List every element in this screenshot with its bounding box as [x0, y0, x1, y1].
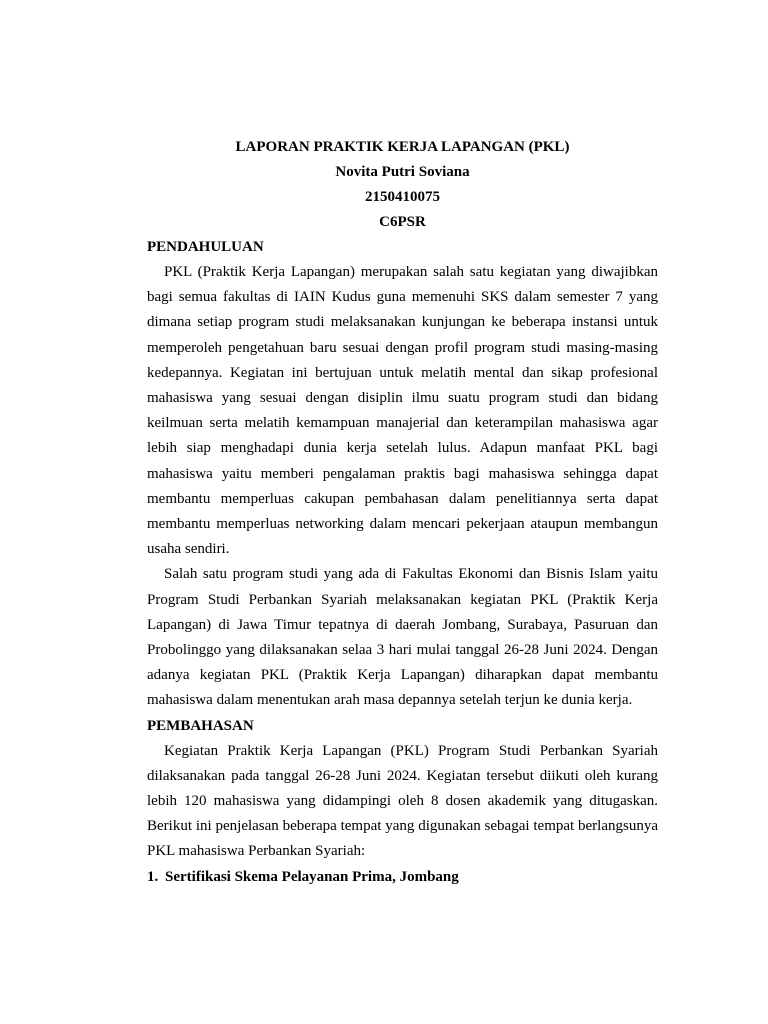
student-id: 2150410075 — [365, 189, 440, 205]
introduction-paragraph-1: PKL (Praktik Kerja Lapangan) merupakan salah satu kegiatan yang diwajibkan bagi semua fakultas di IAIN Kudus guna memenuhi SKS dalam semester 7 yang dimana setiap program studi melaksanakan kunjungan ke beberapa instansi untuk memperoleh pengetahuan baru sesuai dengan profil program studi masing-masing kedepannya. Kegiatan ini bertujuan untuk melatih mental dan sikap profesional mahasiswa yang sesuai dengan disiplin ilmu suatu program studi dan bidang keilmuan serta melatih kemampuan manajerial dan keterampilan mahasiswa agar lebih siap menghadapi dunia kerja setelah lulus. Adapun manfaat PKL bagi mahasiswa yaitu memberi pengalaman praktis bagi mahasiswa sehingga dapat membantu memperluas cakupan pembahasan dalam penelitiannya serta dapat membantu memperluas networking dalam mencari pekerjaan ataupun membangun usaha sendiri. — [147, 264, 658, 558]
list-item-label: Sertifikasi Skema Pelayanan Prima, Jombang — [165, 868, 459, 885]
document-title: LAPORAN PRAKTIK KERJA LAPANGAN (PKL) — [235, 139, 570, 155]
list-item — [147, 865, 658, 890]
list-item-number: 1. — [147, 868, 159, 885]
class-code: C6PSR — [379, 214, 426, 230]
section-heading-introduction: PENDAHULUAN — [147, 239, 264, 255]
section-heading-discussion: PEMBAHASAN — [147, 717, 254, 734]
discussion-paragraph-1: Kegiatan Praktik Kerja Lapangan (PKL) Program Studi Perbankan Syariah dilaksanakan pada tanggal 26-28 Juni 2024. Kegiatan tersebut diikuti oleh kurang lebih 120 mahasiswa yang didampingi oleh 8 dosen akademik yang ditugaskan. Berikut ini penjelasan beberapa tempat yang digunakan sebagai tempat berlangsunya PKL mahasiswa Perbankan Syariah: — [147, 742, 658, 860]
introduction-paragraph-2: Salah satu program studi yang ada di Fakultas Ekonomi dan Bisnis Islam yaitu Program Studi Perbankan Syariah melaksanakan kegiatan PKL (Praktik Kerja Lapangan) di Jawa Timur tepatnya di daerah Jombang, Surabaya, Pasuruan dan Probolinggo yang dilaksanakan selaa 3 hari mulai tanggal 26-28 Juni 2024. Dengan adanya kegiatan PKL (Praktik Kerja Lapangan) diharapkan dapat membantu mahasiswa dalam menentukan arah masa depannya setelah terjun ke dunia kerja. — [147, 566, 658, 709]
author-name: Novita Putri Soviana — [335, 164, 470, 180]
document-page — [147, 135, 658, 890]
